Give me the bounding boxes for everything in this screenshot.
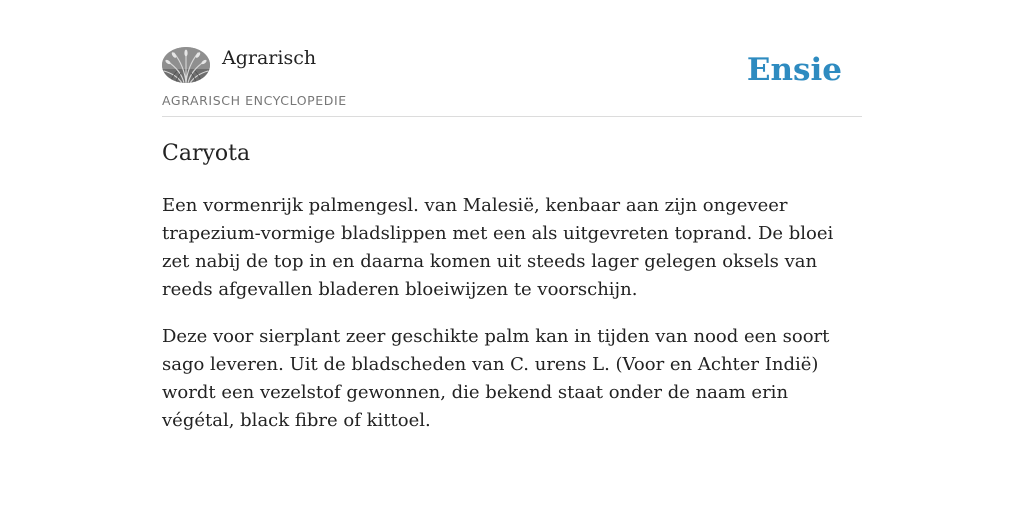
article-paragraph: Een vormenrijk palmengesl. van Malesië, kenbaar aan zijn ongeveer trapezium-vormige bladslippen met een als uitgevreten toprand. De bloei zet nabij de top in en daarna komen uit steeds lager gelegen oksels van reeds afgevallen bladeren bloeiwijzen te voorschijn. bbox=[162, 195, 834, 300]
site-name[interactable]: Agrarisch bbox=[222, 47, 317, 69]
article-paragraph: Deze voor sierplant zeer geschikte palm kan in tijden van nood een soort sago leveren. Uit de bladscheden van C. urens L. (Voor en Achter Indië) wordt een vezelstof gewonnen, die bekend staat onder de naam erin végétal, black fibre of kittoel. bbox=[162, 326, 830, 431]
ensie-brand-link[interactable]: Ensie bbox=[746, 52, 842, 88]
site-subtitle: AGRARISCH ENCYCLOPEDIE bbox=[162, 93, 347, 108]
article-title: Caryota bbox=[162, 141, 251, 166]
site-header bbox=[162, 46, 862, 117]
article bbox=[162, 138, 862, 435]
wheat-field-logo-icon[interactable] bbox=[162, 47, 210, 83]
